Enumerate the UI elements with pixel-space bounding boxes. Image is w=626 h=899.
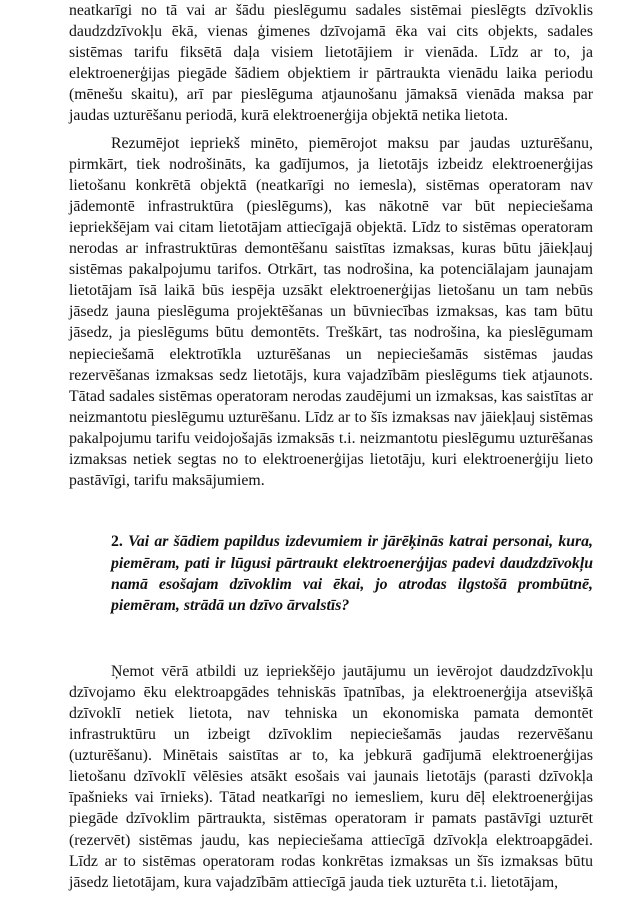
paragraph-summary-capacity-maintenance: Rezumējot iepriekš minēto, piemērojot maksu par jaudas uzturēšanu, pirmkārt, tiek nodrošināts, ka gadījumos, ja lietotājs izbeidz elektroenerģijas lietošanu konkrētā objektā (neatkarīgi no iemesla), sistēmas operatoram nav jādemontē infrastruktūra (pieslēgums), kas nākotnē var būt nepieciešama iepriekšējam vai citam lietotājam attiecīgajā objektā. Līdz to sistēmas operatoram nerodas ar infrastruktūras demontēšanu saistītas izmaksas, kuras būtu jāiekļauj sistēmas pakalpojumu tarifos. Otrkārt, tas nodrošina, ka potenciālajam jaunajam lietotājam īsā laikā būs iespēja uzsākt elektroenerģijas lietošanu un tam nebūs jāsedz jauna pieslēguma projektēšanas un būvniecības izmaksas, kas tam būtu jāsedz, ja pieslēgums būtu demontēts. Treškārt, tas nodrošina, ka pieslēgumam nepieciešamā elektrotīkla uzturēšanas un nepieciešamās sistēmas jaudas rezervēšanas izmaksas sedz lietotājs, kura vajadzībām pieslēgums tiek atjaunots. Tātad sadales sistēmas operatoram nerodas zaudējumi un izmaksas, kas saistītas ar neizmantotu pieslēgumu uzturēšanu. Līdz ar to šīs izmaksas nav jāiekļauj sistēmas pakalpojumu tarifu veidojošajās izmaksās t.i. neizmantotu pieslēgumu uzturēšanas izmaksas netiek segtas no to elektroenerģijas lietotāju, kuri elektroenerģiju lieto pastāvīgi, tarifu maksājumiem. (69, 134, 593, 490)
question-2-heading (69, 531, 593, 617)
question-number: 2. (111, 533, 123, 551)
section-spacing (69, 617, 593, 661)
paragraph-tariff-fixed-part: neatkarīgi no tā vai ar šādu pieslēgumu sadales sistēmai pieslēgts dzīvoklis daudzdzīvokļu ēkā, vienas ģimenes dzīvojamā ēka vai cits objekts, sadales sistēmas tarifu fiksētā daļa visiem lietotājiem ir vienāda. Līdz ar to, ja elektroenerģijas piegāde šādiem objektiem ir pārtraukta vienādu laika periodu (mēnešu skaitu), arī par pieslēguma atjaunošanu jāmaksā vienāda maksa par jaudas uzturēšanu periodā, kurā elektroenerģija objektā netika lietota. (69, 2, 593, 125)
question-text: Vai ar šādiem papildus izdevumiem ir jārēķinās katrai personai, kura, piemēram, pati ir lūgusi pārtraukt elektroenerģijas padevi daudzdzīvokļu namā esošajam dzīvoklim vai ēkai, jo atrodas ilgstošā prombūtnē, piemēram, strādā un dzīvo ārvalstīs? (111, 533, 593, 615)
section-spacing (69, 491, 593, 531)
paragraph-answer-apartment-supply: Ņemot vērā atbildi uz iepriekšējo jautājumu un ievērojot daudzdzīvokļu dzīvojamo ēku elektroapgādes tehniskās īpatnības, ja elektroenerģija atsevišķā dzīvoklī netiek lietota, nav tehniska un ekonomiska pamata demontēt infrastruktūru un izbeigt dzīvoklim nepieciešamās jaudas rezervēšanu (uzturēšanu). Minētais saistītas ar to, ka jebkurā gadījumā elektroenerģijas lietošanu dzīvoklī vēlēsies atsākt esošais vai jaunais lietotājs (parasti dzīvokļa īpašnieks vai īrnieks). Tātad neatkarīgi no iemesliem, kuru dēļ elektroenerģijas piegāde dzīvoklim pārtraukta, sistēmas operatoram ir pamats pastāvīgi uzturēt (rezervēt) sistēmas jaudu, kas nepieciešama attiecīgā dzīvokļa elektroapgādei. Līdz ar to sistēmas operatoram rodas konkrētas izmaksas un šīs izmaksas būtu jāsedz lietotājam, kura vajadzībām attiecīgā jauda tiek uzturēta t.i. lietotājam, (69, 662, 593, 891)
